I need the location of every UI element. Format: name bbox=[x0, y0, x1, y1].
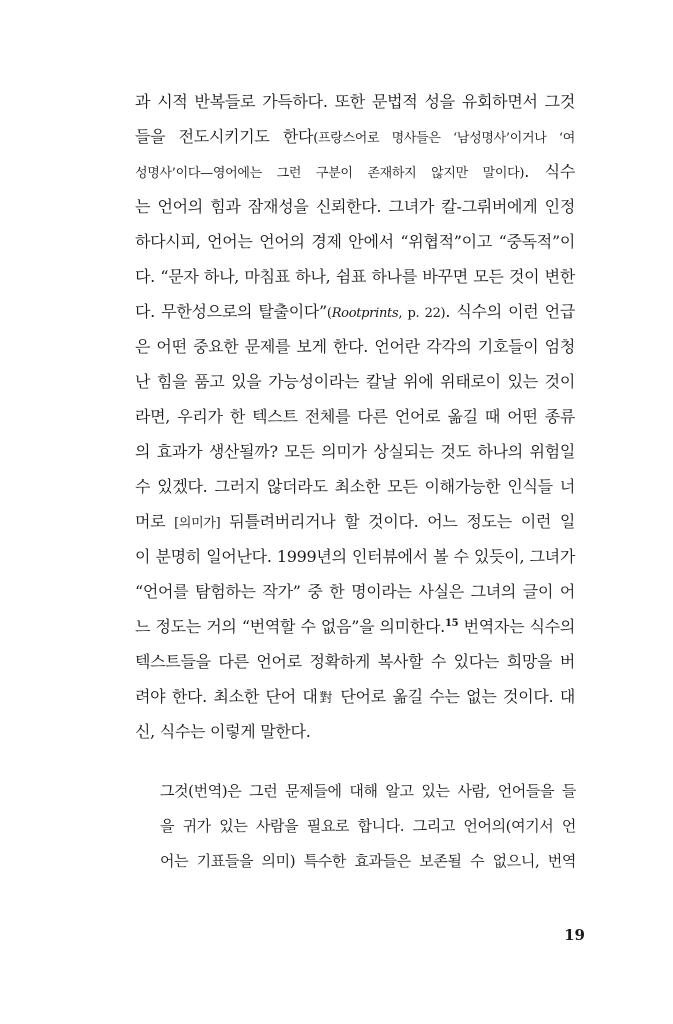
text-run: 은 어떤 중요한 문제를 보게 한다. 언어란 각각의 기호들이 엄청 bbox=[135, 337, 575, 356]
body-line bbox=[135, 469, 575, 504]
text-run: 그것(번역)은 그런 문제들에 대해 알고 있는 사람, 언어들을 들 bbox=[160, 782, 576, 800]
quote-line bbox=[160, 774, 576, 809]
body-line bbox=[135, 189, 575, 224]
italic-title: Rootprints bbox=[331, 306, 399, 321]
body-line bbox=[135, 504, 575, 539]
small-text-run: , p. 22) bbox=[398, 306, 446, 321]
small-text-run: ( bbox=[326, 306, 332, 321]
text-run: 하다시피, 언어는 언어의 경제 안에서 “위협적”이고 “중독적”이 bbox=[135, 232, 575, 251]
body-line bbox=[135, 399, 575, 434]
text-run: 난 힘을 품고 있을 가능성이라는 칼날 위에 위태로이 있는 것이 bbox=[135, 372, 575, 391]
body-line bbox=[135, 679, 575, 714]
text-run: . 식수의 이런 언급 bbox=[445, 302, 575, 321]
body-line bbox=[135, 609, 575, 644]
body-line bbox=[135, 644, 575, 679]
body-line bbox=[135, 539, 575, 574]
body-line bbox=[135, 714, 575, 749]
text-run: 들을 전도시키기도 한다 bbox=[135, 127, 314, 146]
text-run: 번역자는 식수의 bbox=[458, 617, 575, 636]
text-run: 다. “문자 하나, 마침표 하나, 쉼표 하나를 바꾸면 모든 것이 변한 bbox=[135, 267, 575, 286]
body-paragraph bbox=[135, 84, 575, 749]
text-run: 텍스트들을 다른 언어로 정확하게 복사할 수 있다는 희망을 버 bbox=[135, 652, 575, 671]
body-line bbox=[135, 329, 575, 364]
text-run: 을 귀가 있는 사람을 필요로 합니다. 그리고 언어의(여기서 언 bbox=[160, 817, 576, 835]
body-line bbox=[135, 84, 575, 119]
text-run: 이 분명히 일어난다. 1999년의 인터뷰에서 볼 수 있듯이, 그녀가 bbox=[135, 547, 575, 566]
quote-line bbox=[160, 844, 576, 879]
text-run: 려야 한다. 최소한 단어 대 bbox=[135, 687, 318, 706]
block-quote bbox=[160, 774, 576, 879]
text-run: 뒤틀려버리거나 할 것이다. 어느 정도는 이런 일 bbox=[220, 512, 575, 531]
body-line bbox=[135, 574, 575, 609]
quote-line bbox=[160, 809, 576, 844]
small-text-run: 對 bbox=[317, 691, 334, 706]
small-text-run: (프랑스어로 명사들은 ‘남성명사’이거나 ‘여 bbox=[313, 131, 575, 146]
page-number: 19 bbox=[564, 926, 585, 944]
footnote-marker[interactable]: 15 bbox=[444, 618, 459, 629]
text-run: 과 시적 반복들로 가득하다. 또한 문법적 성을 유회하면서 그것 bbox=[135, 92, 575, 111]
body-line bbox=[135, 364, 575, 399]
text-run: 단어로 옮길 수는 없는 것이다. 대 bbox=[333, 687, 576, 706]
text-run: 라면, 우리가 한 텍스트 전체를 다른 언어로 옮길 때 어떤 종류 bbox=[135, 407, 575, 426]
text-run: 느 정도는 거의 “번역할 수 없음”을 의미한다. bbox=[135, 617, 445, 636]
text-run: 다. 무한성으로의 탈출이다” bbox=[135, 302, 327, 321]
text-run: 신, 식수는 이렇게 말한다. bbox=[135, 722, 311, 741]
text-run: 머로 bbox=[135, 512, 175, 531]
text-run: 의 효과가 생산될까? 모든 의미가 상실되는 것도 하나의 위험일 bbox=[135, 442, 575, 461]
body-line bbox=[135, 224, 575, 259]
body-line bbox=[135, 119, 575, 154]
text-run: 수 있겠다. 그러지 않더라도 최소한 모든 이해가능한 인식들 너 bbox=[135, 477, 575, 496]
small-text-run: 성명사’이다—영어에는 그런 구분이 존재하지 않지만 말이다) bbox=[135, 166, 525, 181]
body-line bbox=[135, 434, 575, 469]
body-line bbox=[135, 294, 575, 329]
body-line bbox=[135, 154, 575, 189]
text-run: . 식수 bbox=[524, 162, 575, 181]
body-line bbox=[135, 259, 575, 294]
text-run: “언어를 탐험하는 작가” 중 한 명이라는 사실은 그녀의 글이 어 bbox=[135, 582, 575, 601]
text-run: 는 언어의 힘과 잠재성을 신뢰한다. 그녀가 칼-그뤼버에게 인정 bbox=[135, 197, 575, 216]
text-run: 어는 기표들을 의미) 특수한 효과들은 보존될 수 없으니, 번역 bbox=[160, 852, 576, 870]
small-text-run: [의미가] bbox=[174, 516, 221, 531]
